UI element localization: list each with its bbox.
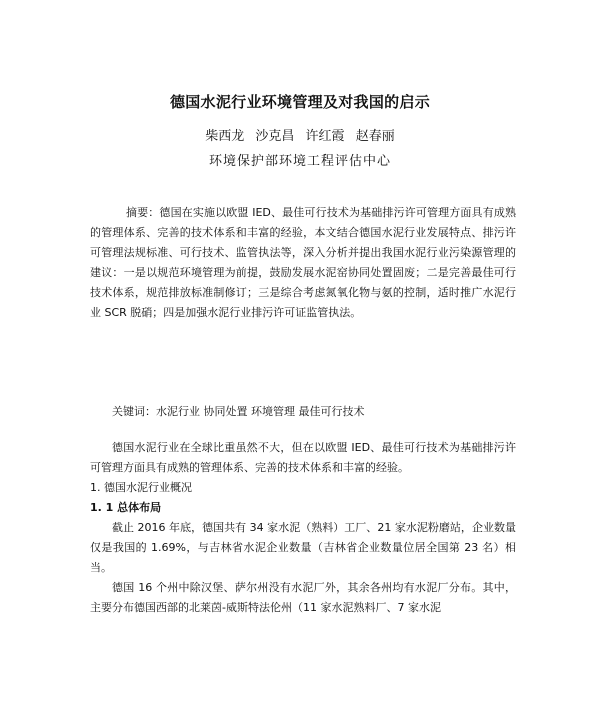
abstract-paragraph: 摘要：德国在实施以欧盟 IED、最佳可行技术为基础排污许可管理方面具有成熟的管理体系、完善的技术体系和丰富的经验，本文结合德国水泥行业发展特点、排污许可管理法规标准、可行技术、监管执法等，深入分析并提出我国水泥行业污染源管理的建议：一是以规范环境管理为前提，鼓励发展水泥窑协同处置固废；二是完善最佳可行技术体系，规范排放标准制修订；三是综合考虑氮氧化物与氨的控制，适时推广水泥行业 SCR 脱硝；四是加强水泥行业排污许可证监管执法。 <box>90 206 516 319</box>
paper-title: 德国水泥行业环境管理及对我国的启示 <box>169 93 431 111</box>
body-paragraph-2: 德国 16 个州中除汉堡、萨尔州没有水泥厂外，其余各州均有水泥厂分布。其中，主要分布德国西部的北莱茵-威斯特法伦州（11 家水泥熟料厂、7 家水泥 <box>90 581 516 614</box>
affiliation: 环境保护部环境工程评估中心 <box>208 154 391 169</box>
intro-paragraph: 德国水泥行业在全球比重虽然不大，但在以欧盟 IED、最佳可行技术为基础排污许可管理方面具有成熟的管理体系、完善的技术体系和丰富的经验。 <box>90 441 516 474</box>
subsection-heading-1-1: 1. 1 总体布局 <box>90 501 162 514</box>
body-paragraph-1: 截止 2016 年底，德国共有 34 家水泥（熟料）工厂、21 家水泥粉磨站，企业数量仅是我国的 1.69%，与吉林省水泥企业数量（吉林省企业数量位居全国第 23 名）相当。 <box>90 521 516 574</box>
author-list: 柴西龙 沙克昌 许红霞 赵春丽 <box>205 129 395 144</box>
keywords-line: 关键词：水泥行业 协同处置 环境管理 最佳可行技术 <box>112 405 365 418</box>
section-heading-1: 1. 德国水泥行业概况 <box>90 481 192 494</box>
